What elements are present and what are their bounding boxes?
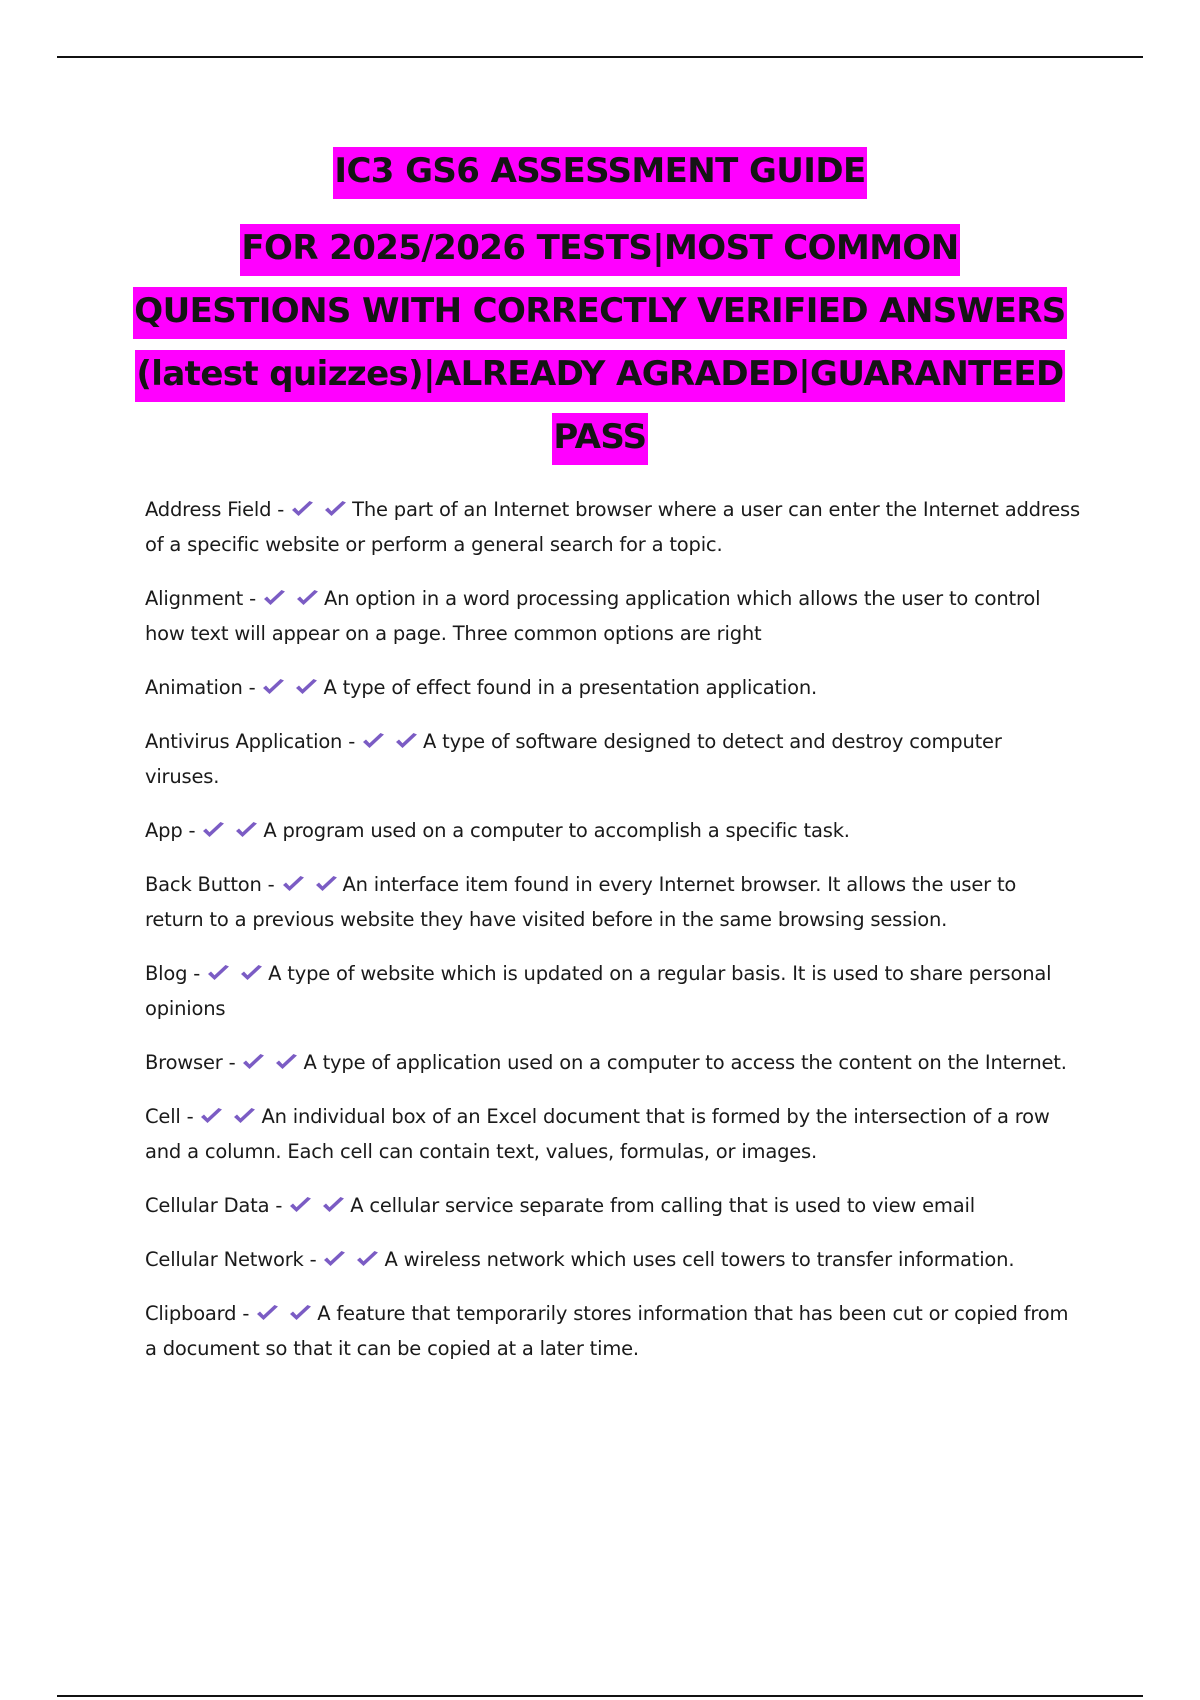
glossary-definition: An interface item found in every Internet browser. It allows the user to return to a previous website they have visited before in the same browsing session. bbox=[145, 873, 1017, 931]
glossary-term: Alignment - bbox=[145, 587, 256, 610]
glossary-term: Blog - bbox=[145, 962, 201, 985]
check-mark-icon bbox=[290, 499, 315, 519]
check-mark-icon bbox=[295, 588, 320, 608]
glossary-entry bbox=[145, 724, 1080, 794]
check-mark-icon bbox=[322, 1249, 347, 1269]
glossary-entry bbox=[145, 813, 1080, 848]
check-mark-icon bbox=[288, 1195, 313, 1215]
glossary-definition: A type of effect found in a presentation application. bbox=[323, 676, 818, 699]
top-divider bbox=[57, 56, 1143, 58]
check-mark-icon bbox=[234, 820, 259, 840]
glossary-definition: A type of application used on a computer to access the content on the Internet. bbox=[303, 1051, 1067, 1074]
glossary-list bbox=[145, 492, 1080, 1385]
title-line-3-text: QUESTIONS WITH CORRECTLY VERIFIED ANSWERS bbox=[133, 287, 1066, 339]
glossary-entry bbox=[145, 1099, 1080, 1169]
glossary-term: Browser - bbox=[145, 1051, 236, 1074]
check-mark-icon bbox=[239, 963, 264, 983]
glossary-entry bbox=[145, 1296, 1080, 1366]
glossary-entry bbox=[145, 670, 1080, 705]
title-line-5 bbox=[60, 406, 1140, 469]
document-title bbox=[60, 140, 1140, 469]
glossary-definition: A wireless network which uses cell towers to transfer information. bbox=[384, 1248, 1015, 1271]
glossary-term: App - bbox=[145, 819, 196, 842]
glossary-entry bbox=[145, 492, 1080, 562]
title-line-4-text: (latest quizzes)|ALREADY AGRADED|GUARANTEED bbox=[135, 350, 1064, 402]
title-line-2-text: FOR 2025/2026 TESTS|MOST COMMON bbox=[240, 224, 959, 276]
glossary-definition: A type of website which is updated on a regular basis. It is used to share personal opinions bbox=[145, 962, 1052, 1020]
check-mark-icon bbox=[361, 731, 386, 751]
glossary-definition: A type of software designed to detect and destroy computer viruses. bbox=[145, 730, 1002, 788]
glossary-definition: A program used on a computer to accomplish a specific task. bbox=[263, 819, 850, 842]
check-mark-icon bbox=[323, 499, 348, 519]
glossary-entry bbox=[145, 867, 1080, 937]
glossary-definition: An individual box of an Excel document that is formed by the intersection of a row and a column. Each cell can contain text, values, formulas, or images. bbox=[145, 1105, 1050, 1163]
glossary-definition: A cellular service separate from calling that is used to view email bbox=[350, 1194, 975, 1217]
title-line-3 bbox=[60, 280, 1140, 343]
check-mark-icon bbox=[288, 1303, 313, 1323]
glossary-term: Cellular Data - bbox=[145, 1194, 283, 1217]
glossary-term: Back Button - bbox=[145, 873, 275, 896]
glossary-entry bbox=[145, 1188, 1080, 1223]
check-mark-icon bbox=[321, 1195, 346, 1215]
check-mark-icon bbox=[394, 731, 419, 751]
check-mark-icon bbox=[274, 1052, 299, 1072]
glossary-term: Clipboard - bbox=[145, 1302, 250, 1325]
glossary-entry bbox=[145, 581, 1080, 651]
check-mark-icon bbox=[206, 963, 231, 983]
check-mark-icon bbox=[201, 820, 226, 840]
check-mark-icon bbox=[232, 1106, 257, 1126]
check-mark-icon bbox=[199, 1106, 224, 1126]
glossary-definition: An option in a word processing application which allows the user to control how text will appear on a page. Three common options are right bbox=[145, 587, 1041, 645]
glossary-entry bbox=[145, 1045, 1080, 1080]
glossary-entry bbox=[145, 1242, 1080, 1277]
glossary-term: Cellular Network - bbox=[145, 1248, 317, 1271]
title-line-4 bbox=[60, 343, 1140, 406]
glossary-term: Cell - bbox=[145, 1105, 194, 1128]
check-mark-icon bbox=[355, 1249, 380, 1269]
title-line-1 bbox=[60, 140, 1140, 203]
check-mark-icon bbox=[261, 677, 286, 697]
glossary-term: Animation - bbox=[145, 676, 256, 699]
check-mark-icon bbox=[255, 1303, 280, 1323]
glossary-term: Address Field - bbox=[145, 498, 285, 521]
bottom-divider bbox=[57, 1695, 1143, 1697]
check-mark-icon bbox=[262, 588, 287, 608]
title-line-5-text: PASS bbox=[552, 413, 647, 465]
check-mark-icon bbox=[314, 874, 339, 894]
glossary-definition: The part of an Internet browser where a user can enter the Internet address of a specific website or perform a general search for a topic. bbox=[145, 498, 1080, 556]
title-line-1-text: IC3 GS6 ASSESSMENT GUIDE bbox=[333, 147, 866, 199]
check-mark-icon bbox=[281, 874, 306, 894]
check-mark-icon bbox=[294, 677, 319, 697]
check-mark-icon bbox=[241, 1052, 266, 1072]
title-line-2 bbox=[60, 217, 1140, 280]
glossary-term: Antivirus Application - bbox=[145, 730, 356, 753]
glossary-entry bbox=[145, 956, 1080, 1026]
glossary-definition: A feature that temporarily stores information that has been cut or copied from a document so that it can be copied at a later time. bbox=[145, 1302, 1069, 1360]
